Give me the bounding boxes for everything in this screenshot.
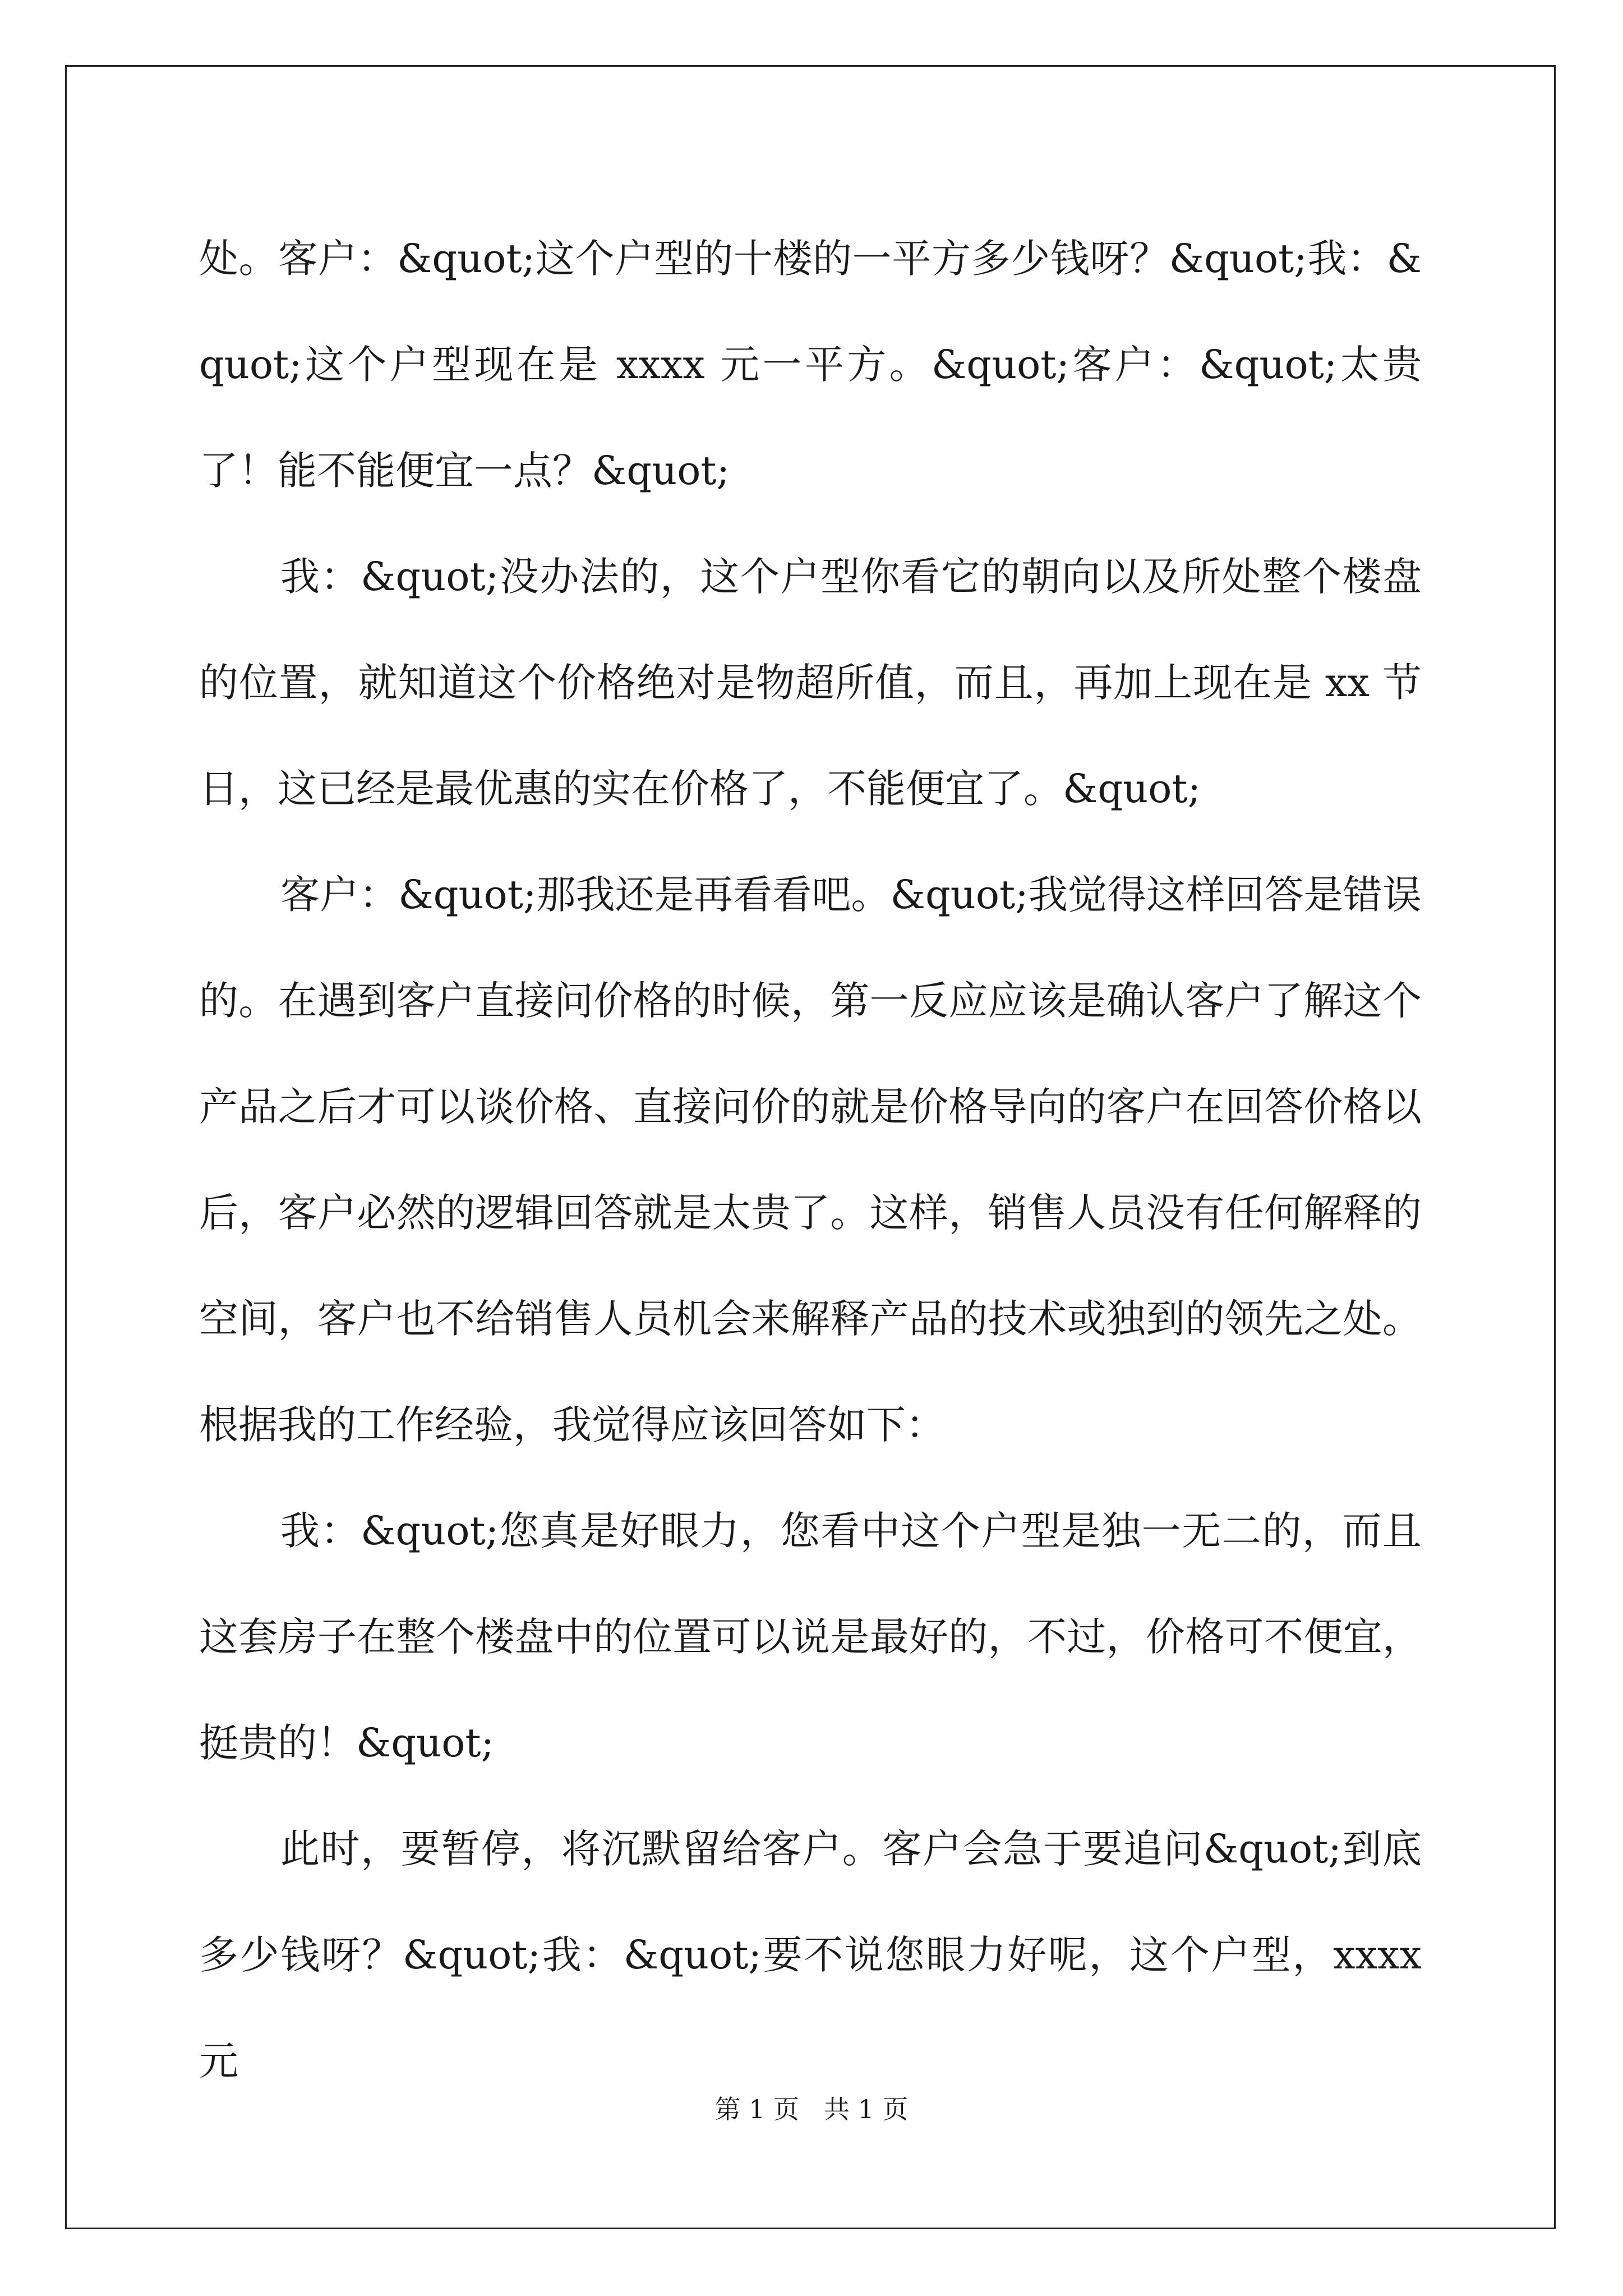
paragraph-4: 我：&quot;您真是好眼力，您看中这个户型是独一无二的，而且这套房子在整个楼盘中的位置可以说是最好的，不过，价格可不便宜，挺贵的！&quot; xyxy=(199,1508,1422,1766)
page-number-footer: 第 1 页 共 1 页 xyxy=(714,2094,909,2124)
paragraph-2: 我：&quot;没办法的，这个户型你看它的朝向以及所处整个楼盘的位置，就知道这个价格绝对是物超所值，而且，再加上现在是 xx 节日，这已经是最优惠的实在价格了，不能便宜了。&quot; xyxy=(199,554,1422,812)
document-body xyxy=(199,206,1422,2114)
paragraph-3: 客户：&quot;那我还是再看看吧。&quot;我觉得这样回答是错误的。在遇到客户直接问价格的时候，第一反应应该是确认客户了解这个产品之后才可以谈价格、直接问价的就是价格导向的客户在回答价格以后，客户必然的逻辑回答就是太贵了。这样，销售人员没有任何解释的空间，客户也不给销售人员机会来解释产品的技术或独到的领先之处。根据我的工作经验，我觉得应该回答如下： xyxy=(199,872,1422,1448)
paragraph-5: 此时，要暂停，将沉默留给客户。客户会急于要追问&quot;到底多少钱呀？&quot;我：&quot;要不说您眼力好呢，这个户型，xxxx 元 xyxy=(199,1826,1422,2084)
paragraph-1: 处。客户：&quot;这个户型的十楼的一平方多少钱呀？&quot;我：&quot;这个户型现在是 xxxx 元一平方。&quot;客户：&quot;太贵了！能不能便宜一点？&quot; xyxy=(199,236,1422,494)
